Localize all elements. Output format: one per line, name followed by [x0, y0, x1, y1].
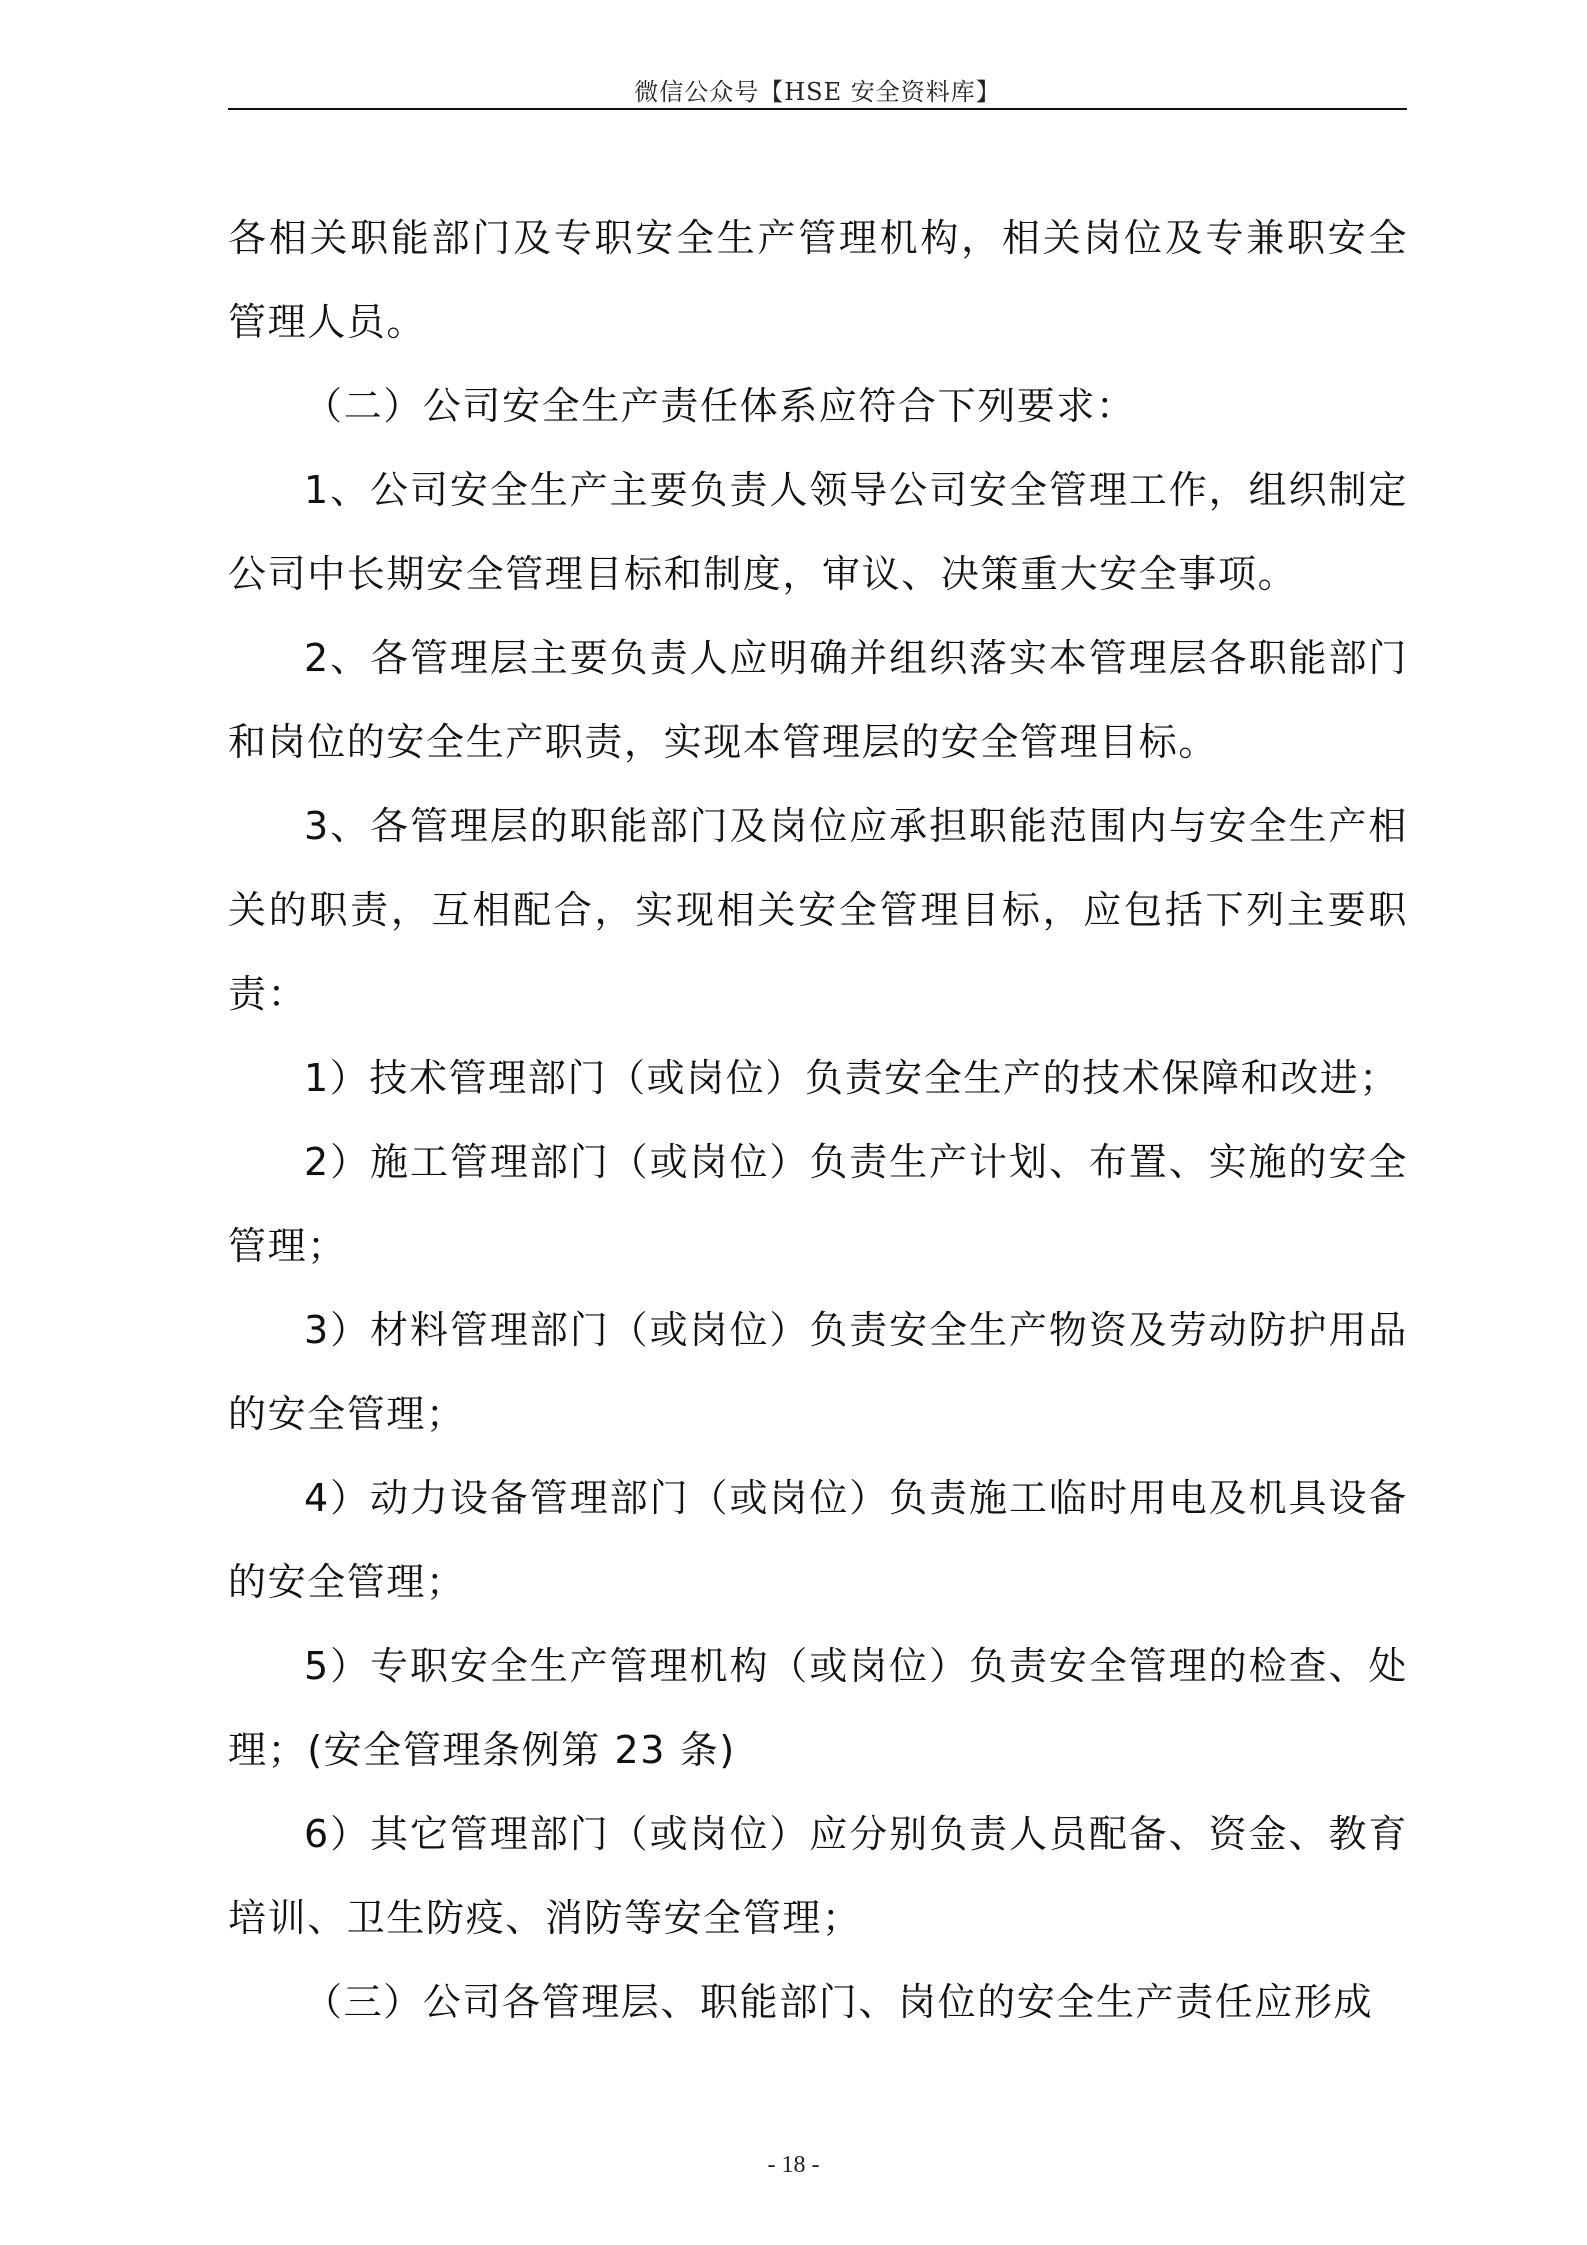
list-item: 1）技术管理部门（或岗位）负责安全生产的技术保障和改进；: [304, 1056, 1399, 1100]
list-item: 4）动力设备管理部门（或岗位）负责施工临时用电及机具设备的安全管理；: [228, 1476, 1408, 1604]
document-body: [228, 196, 1408, 2044]
section-heading: （三）公司各管理层、职能部门、岗位的安全生产责任应形成: [304, 1980, 1374, 2024]
list-item: 3）材料管理部门（或岗位）负责安全生产物资及劳动防护用品的安全管理；: [228, 1308, 1408, 1436]
paragraph: 3、各管理层的职能部门及岗位应承担职能范围内与安全生产相关的职责，互相配合，实现相关安全管理目标，应包括下列主要职责：: [228, 804, 1408, 1016]
paragraph: 各相关职能部门及专职安全生产管理机构，相关岗位及专兼职安全管理人员。: [228, 216, 1408, 344]
header-divider: [228, 108, 1407, 110]
page-header: 微信公众号【HSE 安全资料库】: [634, 78, 1001, 106]
list-item: 6）其它管理部门（或岗位）应分别负责人员配备、资金、教育培训、卫生防疫、消防等安全管理；: [228, 1812, 1408, 1940]
section-heading: （二）公司安全生产责任体系应符合下列要求：: [304, 384, 1136, 428]
paragraph: 1、公司安全生产主要负责人领导公司安全管理工作，组织制定公司中长期安全管理目标和制度，审议、决策重大安全事项。: [228, 468, 1408, 596]
list-item: 5）专职安全生产管理机构（或岗位）负责安全管理的检查、处理；(安全管理条例第 23 条): [228, 1644, 1408, 1772]
page-number: - 18 -: [767, 2152, 820, 2178]
paragraph: 2、各管理层主要负责人应明确并组织落实本管理层各职能部门和岗位的安全生产职责，实现本管理层的安全管理目标。: [228, 636, 1408, 764]
list-item: 2）施工管理部门（或岗位）负责生产计划、布置、实施的安全管理；: [228, 1140, 1408, 1268]
